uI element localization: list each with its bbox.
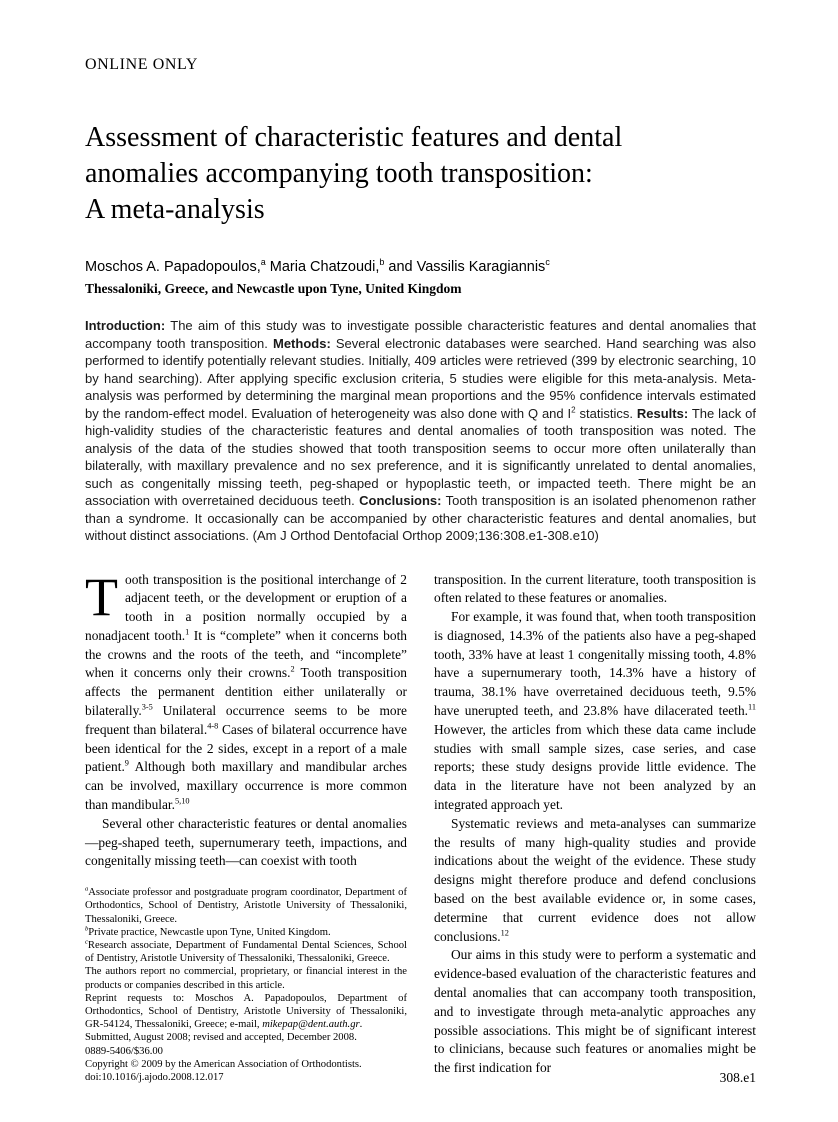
- reprint-text-suffix: .: [359, 1019, 363, 1031]
- affiliation-line: Thessaloniki, Greece, and Newcastle upon Tyne, United Kingdom: [85, 281, 462, 296]
- body-paragraph: Several other characteristic features or dental anomalies—peg-shaped teeth, supernumerary teeth, impactions, and congenitally missing teeth—can coexist with tooth: [85, 815, 407, 869]
- right-column: [434, 571, 756, 1085]
- footnote-doi: doi:10.1016/j.ajodo.2008.12.017: [85, 1072, 224, 1084]
- footnote-disclosure: The authors report no commercial, proprietary, or financial interest in the products or companies described in this article.: [85, 966, 407, 991]
- drop-cap: T: [85, 566, 118, 627]
- footnote-submitted: Submitted, August 2008; revised and accepted, December 2008.: [85, 1032, 357, 1044]
- footnote-affiliation-a: $^a$Associate professor and postgraduate program coordinator, Department of Orthodontics, School of Dentistry, Aristotle University of Thessaloniki, Thessaloniki, Greece.: [85, 885, 407, 925]
- body-paragraph: Our aims in this study were to perform a systematic and evidence-based evaluation of the characteristic features and dental anomalies that can accompany tooth transposition, and to investigate through meta-analytic approaches any possible associations. This might be of significant interest to clinicians, because such features or anomalies might be the first indication for: [434, 947, 756, 1076]
- body-paragraph: For example, it was found that, when tooth transposition is diagnosed, 14.3% of the patients also have a peg-shaped tooth, 33% have at least 1 congenitally missing tooth, 4.8% have a supernumerary tooth, 14.3% have a history of trauma, 38.1% have overretained deciduous teeth, 9.5% have unerupted teeth, and 23.8% have dilacerated teeth.$^{11}$ However, the articles from which these data came include studies with small sample sizes, case series, and case reports; these study designs provide little evidence. The data in the literature have not been analyzed by an integrated approach yet.: [434, 609, 756, 813]
- footnote-affiliation-c: $^c$Research associate, Department of Fundamental Dental Sciences, School of Dentistry, Aristotle University of Thessaloniki, Thessaloniki, Greece.: [85, 938, 407, 965]
- authors-line: Moschos A. Papadopoulos,$^a$ Maria Chatzoudi,$^b$ and Vassilis Karagiannis$^c$: [85, 257, 550, 275]
- article-title-line: anomalies accompanying tooth transposition:: [85, 158, 593, 189]
- body-columns: [85, 566, 756, 1085]
- footnote-copyright: Copyright © 2009 by the American Association of Orthodontists.: [85, 1058, 362, 1070]
- page-number: 308.e1: [719, 1070, 756, 1085]
- abstract-text: Introduction: The aim of this study was to investigate possible characteristic features and dental anomalies that accompany tooth transposition. Methods: Several electronic databases were searched. Hand searching was also performed to identify potentially relevant studies. Initially, 409 articles were retrieved (399 by electronic searching, 10 by hand searching). After applying specific exclusion criteria, 5 studies were eligible for this meta-analysis. Meta-analysis was performed by determining the marginal mean proportions and the 95% confidence intervals estimated by the random-effect model. Evaluation of heterogeneity was also done with Q and $I^2$ statistics. Results: The lack of high-validity studies of the characteristic features and dental anomalies of tooth transposition was noted. The analysis of the data of the studies showed that tooth transposition seems to occur more often unilaterally than bilaterally, with maxillary prevalence and no sex preference, and it is significantly unrelated to dental anomalies, such as congenitally missing teeth, peg-shaped or hypoplastic teeth, or impacted teeth. There might be an association with overretained deciduous teeth. Conclusions: Tooth transposition is an isolated phenomenon rather than a syndrome. It occasionally can be accompanied by other characteristic features and dental anomalies, but without distinct associations. (Am J Orthod Dentofacial Orthop 2009;136:308.e1-308.e10): [85, 318, 756, 543]
- body-paragraph: Systematic reviews and meta-analyses can summarize the results of many high-quality studies and provide indications about the weight of the evidence. These study designs might therefore produce and defend conclusions based on the best available evidence or, in some cases, determine that current evidence does not allow conclusions.$^{12}$: [434, 815, 756, 944]
- body-paragraph: [85, 566, 407, 815]
- email-link[interactable]: mikepap@dent.auth.gr: [262, 1019, 360, 1031]
- article-title-line: Assessment of characteristic features and dental: [85, 122, 623, 153]
- footnote-reprint: [85, 992, 407, 1032]
- online-only-label: ONLINE ONLY: [85, 56, 198, 73]
- article-title: [85, 120, 756, 228]
- reprint-text: Reprint requests to: Moschos A. Papadopoulos, Department of Orthodontics, School of Dentistry, Aristotle University of Thessaloniki, GR-54124, Thessaloniki, Greece; e-mail,: [85, 992, 407, 1031]
- footnote-affiliation-b: $^b$Private practice, Newcastle upon Tyne, United Kingdom.: [85, 925, 331, 938]
- left-column: [85, 566, 407, 1085]
- paragraph-text: ooth transposition is the positional interchange of 2 adjacent teeth, or the development or eruption of a tooth in a position normally occupied by a nonadjacent tooth.$^1$ It is “complete” when it concerns both the crowns and the roots of the teeth, and “incomplete” when it concerns only their crowns.$^2$ Tooth transposition affects the permanent dentition either unilaterally or bilaterally.$^{3-5}$ Unilateral occurrence seems to be more frequent than bilateral.$^{4-8}$ Cases of bilateral occurrence have been identical for the 2 sides, except in a report of a male patient.$^9$ Although both maxillary and mandibular arches can be involved, maxillary occurrence is more common than mandibular.$^{5,10}$: [85, 571, 407, 813]
- footnotes-block: [85, 886, 407, 1084]
- article-title-line: A meta-analysis: [85, 194, 265, 225]
- footnote-issn: 0889-5406/$36.00: [85, 1045, 163, 1057]
- body-paragraph: transposition. In the current literature, tooth transposition is often related to these features or anomalies.: [434, 571, 756, 606]
